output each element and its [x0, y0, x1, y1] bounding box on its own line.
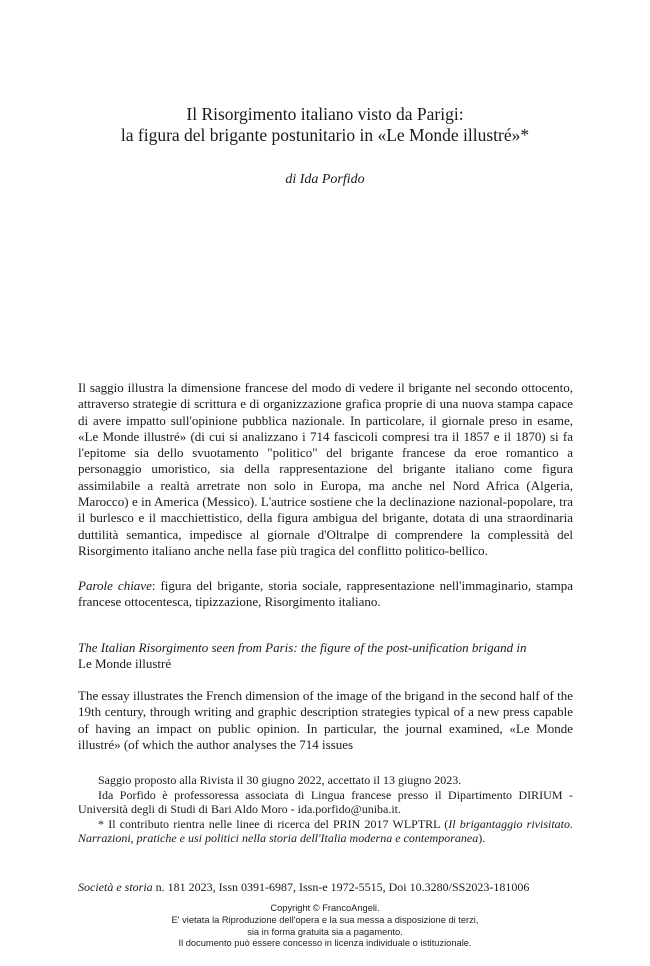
english-title-italic: The Italian Risorgimento seen from Paris: the figure of the post-unification brigand in	[78, 640, 527, 655]
article-title	[60, 104, 590, 146]
note-prin	[78, 817, 573, 846]
author-byline: di Ida Porfido	[285, 172, 365, 187]
keywords-text: : figura del brigante, storia sociale, rappresentazione nell'immaginario, stampa francese ottocentesca, tipizzazione, Risorgimento italiano.	[78, 578, 573, 610]
abstract-english	[78, 688, 573, 753]
journal-details: n. 181 2023, Issn 0391-6987, Issn-e 1972-5515, Doi 10.3280/SS2023-181006	[152, 880, 530, 894]
copyright-line: sia in forma gratuita sia a pagamento.	[247, 926, 403, 937]
keywords-label: Parole chiave	[78, 578, 152, 593]
english-title-roman: Le Monde illustré	[78, 656, 172, 672]
copyright-line: Il documento può essere concesso in licenza individuale o istituzionale.	[178, 938, 472, 949]
journal-name: Società e storia	[78, 880, 153, 894]
note-prin-italic: Il brigantaggio rivisitato. Narrazioni, pratiche e usi politici nella storia dell'Italia moderna e contemporanea	[78, 816, 573, 845]
note-received: Saggio proposto alla Rivista il 30 giugno 2022, accettato il 13 giugno 2023.	[98, 773, 462, 787]
note-prin-plain: * Il contributo rientra nelle linee di ricerca del PRIN 2017 WLPTRL (	[98, 816, 449, 831]
abstract-italian	[78, 380, 573, 559]
copyright-line: E' vietata la Riproduzione dell'opera e la sua messa a disposizione di terzi,	[171, 914, 479, 925]
abstract-english-text: The essay illustrates the French dimension of the image of the brigand in the second half of the 19th century, through writing and graphic description strategies typical of a new press capable of having an impact on public opinion. In particular, the journal examined, «Le Monde illustré» (of which the author analyses the 714 issues	[78, 688, 573, 752]
footnotes	[78, 773, 573, 846]
copyright-notice	[0, 903, 650, 950]
copyright-line: Copyright © FrancoAngeli.	[270, 903, 380, 913]
title-line-2: la figura del brigante postunitario in «Le Monde illustré»*	[120, 125, 530, 145]
note-author: Ida Porfido è professoressa associata di Lingua francese presso il Dipartimento DIRIUM - Università degli di Studi di Bari Aldo Moro - ida.porfido@uniba.it.	[78, 787, 573, 816]
note-prin-end: ).	[478, 831, 486, 845]
journal-citation	[78, 880, 573, 895]
english-title	[78, 640, 573, 673]
abstract-italian-text: Il saggio illustra la dimensione francese del modo di vedere il brigante nel secondo ottocento, attraverso strategie di scrittura e di organizzazione grafica proprie di una nuova stampa capace di avere impatto sull'opinione pubblica nazionale. In particolare, il giornale preso in esame, «Le Monde illustré» (di cui si analizzano i 714 fascicoli compresi tra il 1857 e il 1870) si fa l'epitome sia dello svuotamento "politico" del brigante francese da eroe romantico a personaggio umoristico, sia della rappresentazione del brigante italiano come figura assimilabile a realtà arretrate non solo in Europa, ma anche nel Nord Africa (Algeria, Marocco) e in America (Messico). L'autrice sostiene che la declinazione nazional-popolare, tra il burlesco e il macchiettistico, della figura ambigua del brigante, dotata di una straordinaria duttilità semantica, impedisce al giornale d'Oltralpe di comprendere la complessità del Risorgimento italiano anche nella fase più tragica del conflitto politico-bellico.	[78, 380, 573, 558]
title-line-1: Il Risorgimento italiano visto da Parigi:	[186, 104, 464, 124]
keywords	[78, 578, 573, 611]
